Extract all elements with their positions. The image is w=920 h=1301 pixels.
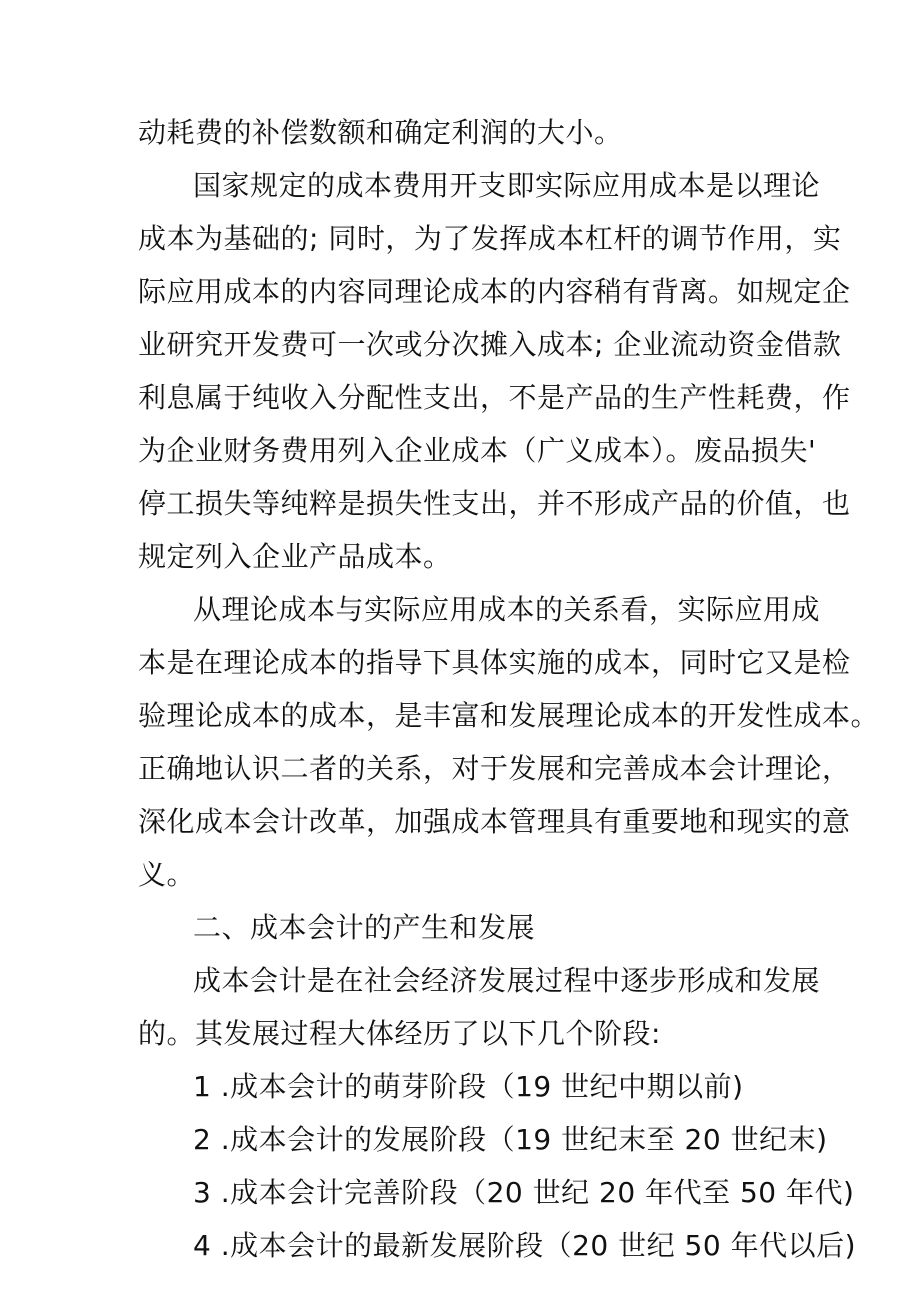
paragraph-line: 本是在理论成本的指导下具体实施的成本，同时它又是检 bbox=[138, 646, 851, 679]
list-item: 3 .成本会计完善阶段（20 世纪 20 年代至 50 年代) bbox=[193, 1176, 855, 1209]
section-heading: 二、成本会计的产生和发展 bbox=[193, 911, 536, 944]
paragraph-line: 验理论成本的成本，是丰富和发展理论成本的开发性成本。 bbox=[138, 699, 880, 732]
list-item: 2 .成本会计的发展阶段（19 世纪末至 20 世纪末) bbox=[193, 1123, 828, 1156]
paragraph-line: 正确地认识二者的关系，对于发展和完善成本会计理论， bbox=[138, 752, 851, 785]
list-item: 4 .成本会计的最新发展阶段（20 世纪 50 年代以后) bbox=[193, 1229, 857, 1262]
paragraph-line: 利息属于纯收入分配性支出，不是产品的生产性耗费，作 bbox=[138, 381, 851, 414]
paragraph-line: 义。 bbox=[138, 858, 196, 891]
paragraph-line: 业研究开发费可一次或分次摊入成本; 企业流动资金借款 bbox=[138, 328, 842, 361]
list-item: 1 .成本会计的萌芽阶段（19 世纪中期以前) bbox=[193, 1070, 744, 1103]
paragraph-line: 深化成本会计改革，加强成本管理具有重要地和现实的意 bbox=[138, 805, 851, 838]
paragraph-line: 为企业财务费用列入企业成本（广义成本）。废品损失' bbox=[138, 434, 817, 467]
paragraph-line: 的。其发展过程大体经历了以下几个阶段: bbox=[138, 1017, 661, 1050]
paragraph-line: 从理论成本与实际应用成本的关系看，实际应用成 bbox=[193, 593, 821, 626]
paragraph-line: 成本会计是在社会经济发展过程中逐步形成和发展 bbox=[193, 964, 821, 997]
paragraph-line: 成本为基础的; 同时，为了发挥成本杠杆的调节作用，实 bbox=[138, 222, 842, 255]
paragraph-line: 停工损失等纯粹是损失性支出，并不形成产品的价值，也 bbox=[138, 487, 851, 520]
paragraph-line: 规定列入企业产品成本。 bbox=[138, 540, 452, 573]
paragraph-line: 际应用成本的内容同理论成本的内容稍有背离。如规定企 bbox=[138, 275, 851, 308]
paragraph-line: 国家规定的成本费用开支即实际应用成本是以理论 bbox=[193, 169, 821, 202]
paragraph-line: 动耗费的补偿数额和确定利润的大小。 bbox=[138, 116, 623, 149]
